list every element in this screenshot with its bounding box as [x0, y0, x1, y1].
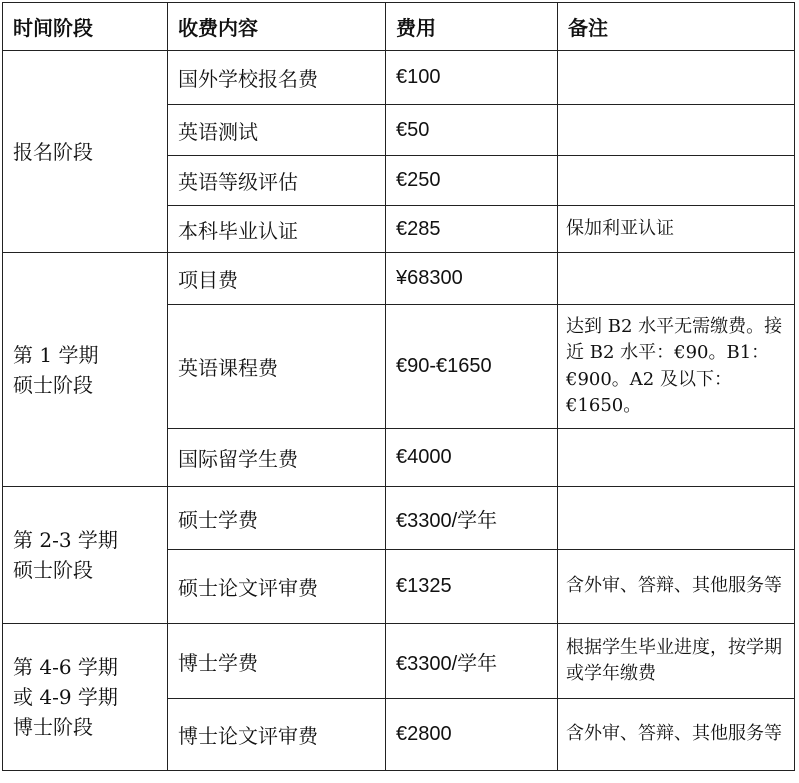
note-cell	[558, 429, 795, 487]
item-cell: 本科毕业认证	[168, 206, 386, 253]
stage-cell: 第 2-3 学期 硕士阶段	[3, 487, 168, 624]
fee-cell: €90-€1650	[386, 305, 558, 429]
header-fee: 费用	[386, 3, 558, 51]
note-cell	[558, 105, 795, 156]
note-cell	[558, 487, 795, 550]
note-cell: 含外审、答辩、其他服务等	[558, 699, 795, 771]
header-stage: 时间阶段	[3, 3, 168, 51]
note-cell: 保加利亚认证	[558, 206, 795, 253]
stage-cell: 报名阶段	[3, 51, 168, 253]
note-cell: 根据学生毕业进度，按学期或学年缴费	[558, 624, 795, 699]
table-row	[3, 51, 795, 105]
stage-cell: 第 1 学期 硕士阶段	[3, 253, 168, 487]
note-cell: 达到 B2 水平无需缴费。接近 B2 水平：€90。B1：€900。A2 及以下：€1650。	[558, 305, 795, 429]
table-row	[3, 253, 795, 305]
fee-cell: €50	[386, 105, 558, 156]
note-cell	[558, 51, 795, 105]
item-cell: 项目费	[168, 253, 386, 305]
fee-cell: €100	[386, 51, 558, 105]
table-header-row	[3, 3, 795, 51]
item-cell: 英语等级评估	[168, 156, 386, 206]
item-cell: 国外学校报名费	[168, 51, 386, 105]
item-cell: 博士论文评审费	[168, 699, 386, 771]
table-row	[3, 624, 795, 699]
note-cell	[558, 156, 795, 206]
item-cell: 英语课程费	[168, 305, 386, 429]
fee-cell: €3300/学年	[386, 487, 558, 550]
note-cell	[558, 253, 795, 305]
item-cell: 国际留学生费	[168, 429, 386, 487]
fee-cell: €285	[386, 206, 558, 253]
item-cell: 英语测试	[168, 105, 386, 156]
header-item: 收费内容	[168, 3, 386, 51]
fee-cell: €4000	[386, 429, 558, 487]
fee-cell: ¥68300	[386, 253, 558, 305]
stage-cell: 第 4-6 学期 或 4-9 学期 博士阶段	[3, 624, 168, 771]
item-cell: 硕士论文评审费	[168, 550, 386, 624]
fee-table	[2, 2, 795, 771]
fee-cell: €3300/学年	[386, 624, 558, 699]
fee-cell: €250	[386, 156, 558, 206]
table-row	[3, 487, 795, 550]
header-note: 备注	[558, 3, 795, 51]
fee-cell: €1325	[386, 550, 558, 624]
note-cell: 含外审、答辩、其他服务等	[558, 550, 795, 624]
item-cell: 博士学费	[168, 624, 386, 699]
item-cell: 硕士学费	[168, 487, 386, 550]
fee-cell: €2800	[386, 699, 558, 771]
